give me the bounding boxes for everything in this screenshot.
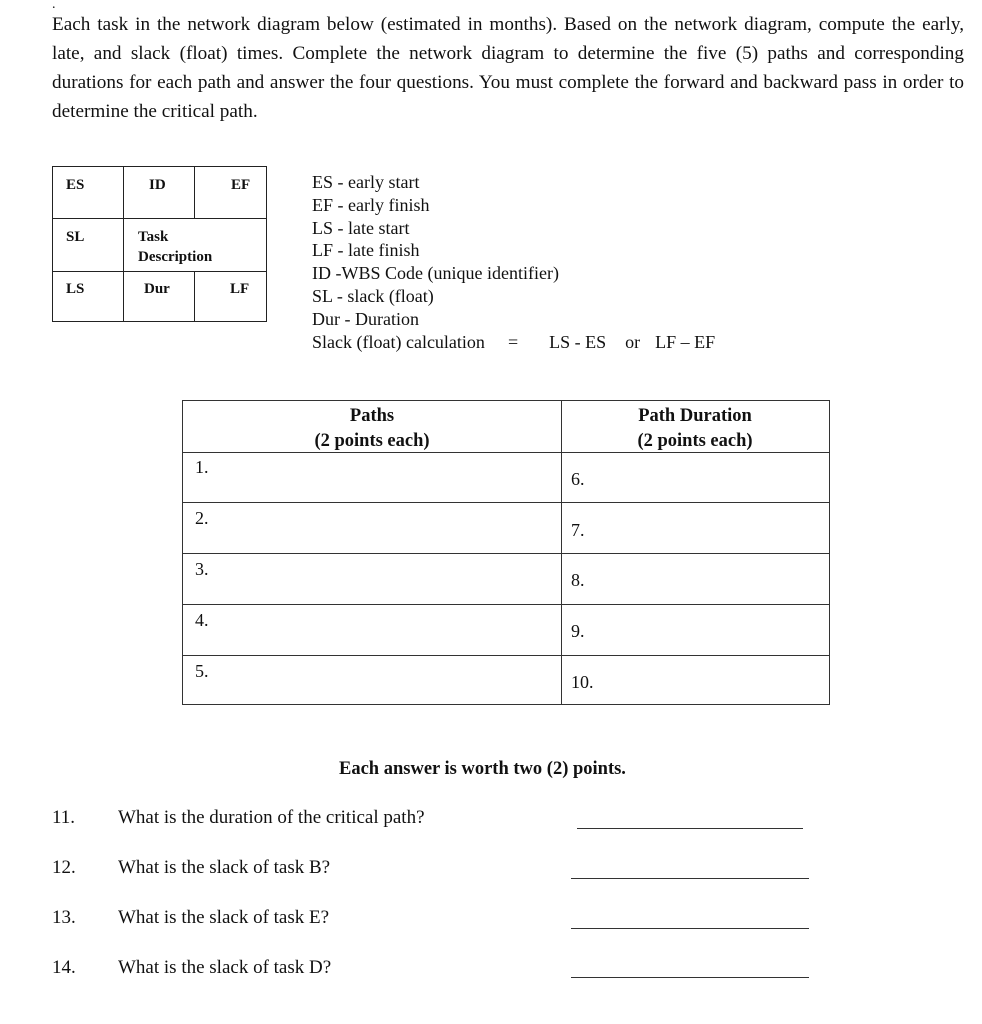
abbreviation-legend: [312, 171, 715, 353]
legend-item: ES - early start: [312, 172, 420, 192]
question-number: 11.: [52, 807, 76, 828]
slack-calc-or: or: [625, 331, 641, 352]
question-text: What is the slack of task D?: [118, 957, 332, 978]
legend-item: SL - slack (float): [312, 285, 434, 306]
legend-item: LF - late finish: [312, 240, 420, 261]
question-text: What is the duration of the critical path?: [118, 807, 425, 828]
duration-cell[interactable]: 6.: [571, 469, 585, 489]
node-es-label: ES: [66, 177, 85, 193]
duration-cell[interactable]: 9.: [571, 621, 585, 641]
node-description-label: Description: [138, 249, 213, 265]
node-ef-label: EF: [231, 177, 251, 193]
points-note: Each answer is worth two (2) points.: [339, 759, 626, 779]
question-number: 14.: [52, 957, 76, 978]
question-text: What is the slack of task B?: [118, 857, 331, 878]
duration-cell[interactable]: 10.: [571, 672, 594, 692]
legend-item: ID -WBS Code (unique identifier): [312, 263, 559, 284]
paths-title: Paths: [349, 406, 395, 426]
node-sl-label: SL: [66, 229, 85, 245]
path-cell[interactable]: 1.: [195, 457, 209, 477]
paths-points: (2 points each): [314, 431, 430, 451]
node-task-label: Task: [138, 229, 169, 245]
instructions-paragraph: Each task in the network diagram below (estimated in months). Based on the network diagram, compute the early, late, and slack (float) times. Complete the network diagram to determine the five (5) paths and corresponding durations for each path and answer the four questions. You must complete the forward and backward pass in order to determine the critical path.: [52, 14, 964, 122]
answer-blank-13[interactable]: [571, 928, 809, 929]
answer-blank-11[interactable]: [577, 828, 803, 829]
legend-item: EF - early finish: [312, 194, 430, 215]
paths-table: [182, 400, 830, 705]
path-duration-points: (2 points each): [637, 431, 753, 451]
paths-header: [183, 404, 561, 454]
node-ls-label: LS: [66, 281, 85, 297]
path-duration-title: Path Duration: [638, 406, 752, 426]
answer-blank-14[interactable]: [571, 977, 809, 978]
legend-item: Dur - Duration: [312, 308, 419, 329]
node-dur-label: Dur: [144, 281, 170, 297]
node-lf-label: LF: [230, 281, 250, 297]
slack-formula-b: LF – EF: [655, 331, 716, 352]
path-cell[interactable]: 2.: [195, 508, 209, 528]
question-number: 12.: [52, 857, 76, 878]
path-cell[interactable]: 3.: [195, 559, 209, 579]
answer-blank-12[interactable]: [571, 878, 809, 879]
duration-cell[interactable]: 8.: [571, 570, 585, 590]
duration-cell[interactable]: 7.: [571, 520, 585, 540]
bullet-dot: .: [52, 0, 56, 12]
legend-item: LS - late start: [312, 217, 410, 238]
slack-formula-a: LS - ES: [549, 331, 607, 352]
question-text: What is the slack of task E?: [118, 907, 330, 928]
path-cell[interactable]: 5.: [195, 661, 209, 681]
slack-calc-label: Slack (float) calculation: [312, 331, 485, 352]
slack-calculation: [312, 331, 715, 354]
slack-calc-equals: =: [507, 331, 519, 352]
path-duration-header: [561, 404, 829, 454]
path-cell[interactable]: 4.: [195, 610, 209, 630]
node-id-label: ID: [149, 177, 166, 193]
node-legend-box: [52, 166, 267, 322]
question-number: 13.: [52, 907, 76, 928]
